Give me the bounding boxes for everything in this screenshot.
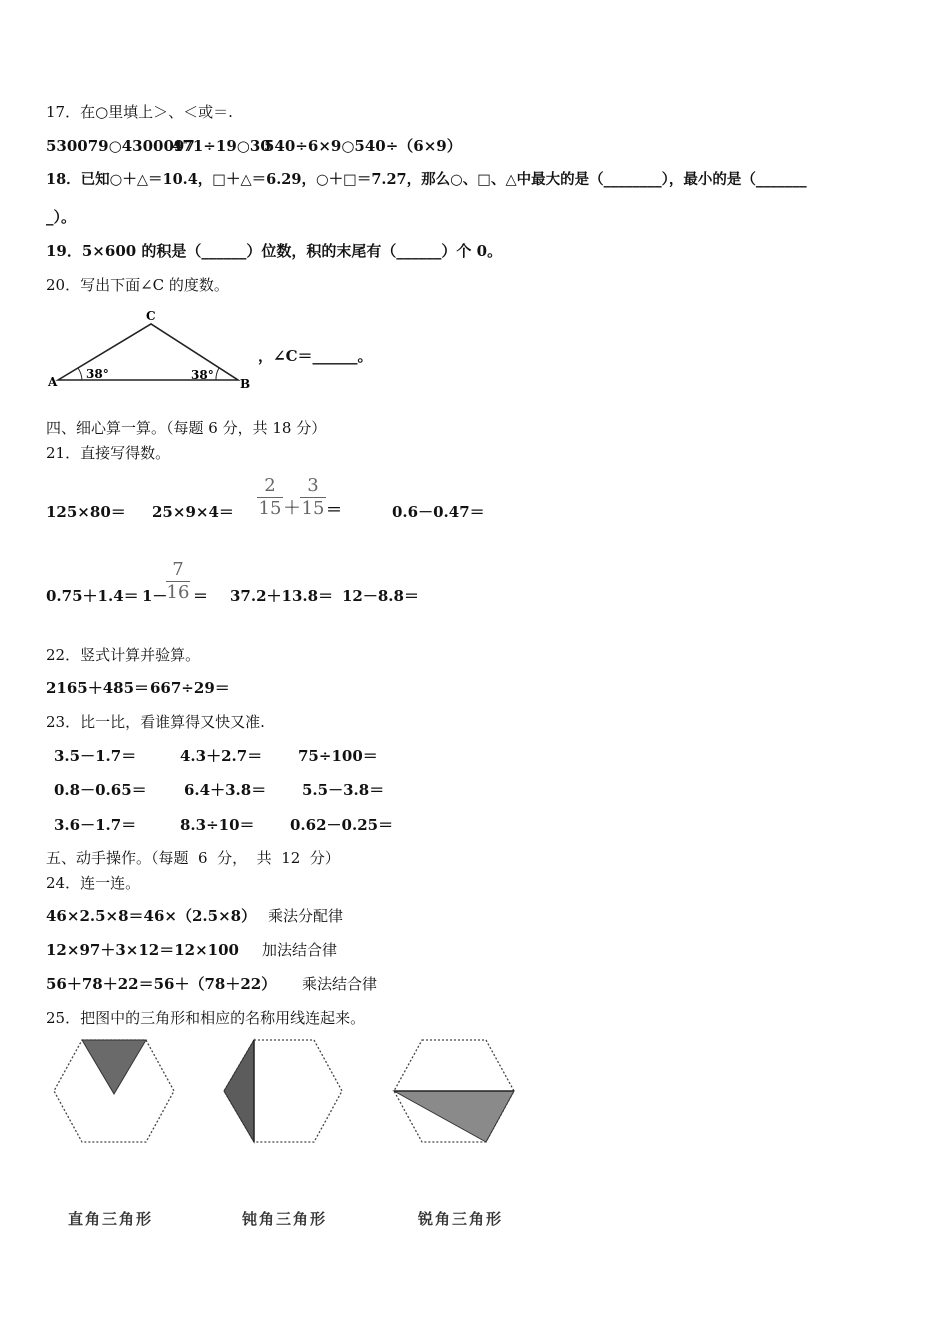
q17-title: 17．在○里填上＞、＜或＝. xyxy=(46,103,233,121)
q21-r2-b-prefix: 1－ xyxy=(142,587,168,605)
q23-title: 23．比一比，看谁算得又快又准. xyxy=(46,713,265,731)
q21-r2-b-eq: ＝ xyxy=(193,587,209,605)
fraction-denominator: 15 xyxy=(258,498,282,519)
q22-item-1: 2165＋485＝ xyxy=(46,679,150,697)
q21-fraction-2 xyxy=(300,476,326,519)
q21-fraction-3 xyxy=(166,560,190,603)
hexagon-figure-1 xyxy=(50,1036,180,1148)
q24-title: 24．连一连。 xyxy=(46,874,141,892)
q21-r2-a: 0.75＋1.4＝ xyxy=(46,587,139,605)
q25-title: 25．把图中的三角形和相应的名称用线连起来。 xyxy=(46,1009,366,1027)
q17-item-3: 540÷6×9○540÷（6×9） xyxy=(264,137,462,155)
q23-r3-c3: 0.62－0.25＝ xyxy=(290,816,394,834)
q24-law-1: 乘法分配律 xyxy=(268,907,344,925)
q24-expr-1: 46×2.5×8＝46×（2.5×8） xyxy=(46,907,257,925)
q21-fraction-1 xyxy=(257,476,283,519)
q23-r3-c1: 3.6－1.7＝ xyxy=(54,816,137,834)
q23-r2-c3: 5.5－3.8＝ xyxy=(302,781,385,799)
vertex-b-label: B xyxy=(240,377,251,390)
vertex-c-label: C xyxy=(146,309,156,323)
section5-title: 五、动手操作。（每题 6 分， 共 12 分） xyxy=(46,849,340,867)
q21-r2-c: 37.2＋13.8＝ xyxy=(230,587,334,605)
shaded-triangle xyxy=(224,1040,254,1142)
q22-item-2: 667÷29＝ xyxy=(150,679,230,697)
q19-text: 19．5×600 的积是（______）位数，积的末尾有（______）个 0。 xyxy=(46,242,503,260)
shaded-triangle xyxy=(394,1091,514,1142)
q23-r1-c1: 3.5－1.7＝ xyxy=(54,747,137,765)
q23-r2-c2: 6.4＋3.8＝ xyxy=(184,781,267,799)
hexagon-figure-3 xyxy=(388,1036,518,1148)
q21-r1-d: 0.6－0.47＝ xyxy=(392,503,485,521)
angle-a-arc xyxy=(78,368,82,380)
fraction-numerator: 3 xyxy=(307,475,319,496)
q20-triangle-figure xyxy=(46,308,266,390)
fraction-denominator: 15 xyxy=(301,498,325,519)
shaded-triangle xyxy=(82,1040,146,1094)
q21-r2-d: 12－8.8＝ xyxy=(342,587,419,605)
fraction-denominator: 16 xyxy=(166,582,190,603)
caption-obtuse-triangle: 钝角三角形 xyxy=(242,1210,328,1228)
q23-r1-c3: 75÷100＝ xyxy=(298,747,378,765)
q21-r1-b: 25×9×4＝ xyxy=(152,503,234,521)
section4-title: 四、细心算一算。（每题 6 分，共 18 分） xyxy=(46,419,327,437)
q21-plus: ＋ xyxy=(283,498,301,519)
vertex-a-label: A xyxy=(48,375,58,389)
caption-right-triangle: 直角三角形 xyxy=(68,1210,154,1228)
q23-r2-c1: 0.8－0.65＝ xyxy=(54,781,147,799)
angle-b-label: 38° xyxy=(191,368,214,382)
q23-r1-c2: 4.3＋2.7＝ xyxy=(180,747,263,765)
fraction-numerator: 2 xyxy=(264,475,276,496)
angle-b-arc xyxy=(216,368,219,380)
q23-r3-c2: 8.3÷10＝ xyxy=(180,816,255,834)
q22-title: 22．竖式计算并验算。 xyxy=(46,646,201,664)
q18-line2: _）。 xyxy=(46,208,77,226)
q21-r1-a: 125×80＝ xyxy=(46,503,126,521)
fraction-numerator: 7 xyxy=(172,559,184,580)
q24-law-3: 乘法结合律 xyxy=(302,975,378,993)
q21-eq: ＝ xyxy=(326,500,343,519)
q21-title: 21．直接写得数。 xyxy=(46,444,171,462)
q24-law-2: 加法结合律 xyxy=(262,941,338,959)
angle-a-label: 38° xyxy=(86,367,109,381)
q20-answer: ，∠C＝______。 xyxy=(258,347,373,365)
hexagon-figure-2 xyxy=(218,1036,348,1148)
q24-expr-3: 56＋78＋22＝56＋（78＋22） xyxy=(46,975,277,993)
q20-title: 20．写出下面∠C 的度数。 xyxy=(46,276,229,294)
q17-item-2: 471÷19○30 xyxy=(172,137,271,155)
q24-expr-2: 12×97＋3×12＝12×100 xyxy=(46,941,239,959)
caption-acute-triangle: 锐角三角形 xyxy=(418,1210,504,1228)
q18-line1: 18．已知○＋△＝10.4，□＋△＝6.29，○＋□＝7.27，那么○、□、△中最大的是（________），最小的是（_______ xyxy=(46,171,807,188)
q17-item-1: 530079○4300097 xyxy=(46,137,195,155)
